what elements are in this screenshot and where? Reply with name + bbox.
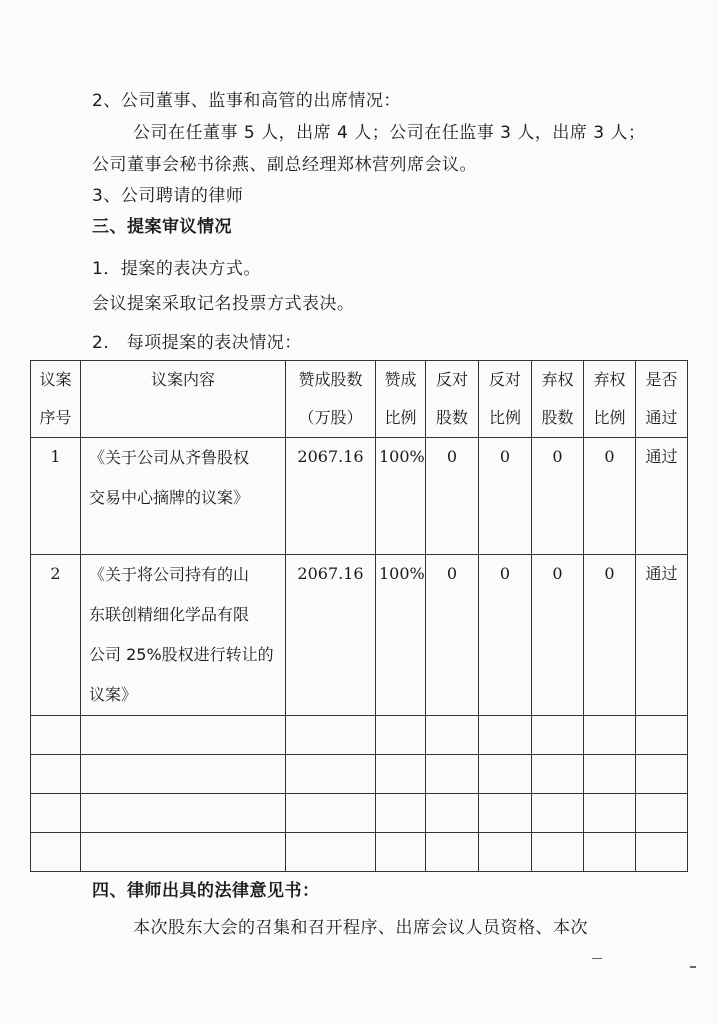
proposal-content: 《关于将公司持有的山 东联创精细化学品有限 公司 25%股权进行转让的 议案》 (81, 555, 286, 716)
attendance-directors-line: 公司在任董事 5 人，出席 4 人；公司在任监事 3 人，出席 3 人； (133, 123, 646, 143)
header-cell-content: 议案内容 (81, 361, 286, 438)
proposal-no: 2 (31, 555, 81, 716)
header-cell-for-shares: 赞成股数 （万股） (286, 361, 376, 438)
proposal-content: 《关于公司从齐鲁股权 交易中心摘牌的议案》 (81, 438, 286, 555)
proposal-no: 1 (31, 438, 81, 555)
section4-text: 本次股东大会的召集和召开程序、出席会议人员资格、本次 (133, 918, 588, 938)
header-cell-passed: 是否 通过 (636, 361, 688, 438)
header-cell-abstain-ratio: 弃权 比例 (584, 361, 636, 438)
section4-heading: 四、律师出具的法律意见书： (92, 881, 320, 901)
against-ratio: 0 (479, 438, 532, 555)
against-shares: 0 (426, 555, 479, 716)
voting-method-heading: 1．提案的表决方式。 (92, 259, 261, 279)
against-ratio: 0 (479, 555, 532, 716)
passed-status: 通过 (636, 438, 688, 555)
voting-results-table (30, 360, 688, 872)
attendance-secretary-line: 公司董事会秘书徐燕、副总经理郑林营列席会议。 (92, 155, 477, 175)
scan-speck (690, 966, 696, 968)
for-shares: 2067.16 (286, 438, 376, 555)
abstain-shares: 0 (532, 438, 584, 555)
table-row (31, 438, 688, 555)
table-row (31, 555, 688, 716)
header-cell-for-ratio: 赞成 比例 (376, 361, 426, 438)
empty-table-row (31, 716, 688, 755)
voting-method-text: 会议提案采取记名投票方式表决。 (92, 294, 355, 314)
against-shares: 0 (426, 438, 479, 555)
for-ratio: 100% (376, 555, 426, 716)
abstain-ratio: 0 (584, 555, 636, 716)
for-ratio: 100% (376, 438, 426, 555)
scan-speck (592, 958, 602, 959)
table-header-row (31, 361, 688, 438)
attendance-heading: 2、公司董事、监事和高管的出席情况： (92, 91, 401, 111)
voting-results-heading: 2. 每项提案的表决情况： (92, 333, 302, 353)
header-cell-abstain-shares: 弃权 股数 (532, 361, 584, 438)
section3-heading: 三、提案审议情况 (92, 217, 232, 237)
header-cell-against-ratio: 反对 比例 (479, 361, 532, 438)
abstain-ratio: 0 (584, 438, 636, 555)
empty-table-row (31, 755, 688, 794)
passed-status: 通过 (636, 555, 688, 716)
for-shares: 2067.16 (286, 555, 376, 716)
empty-table-row (31, 794, 688, 833)
header-cell-no: 议案 序号 (31, 361, 81, 438)
header-cell-against-shares: 反对 股数 (426, 361, 479, 438)
lawyer-heading: 3、公司聘请的律师 (92, 186, 244, 206)
abstain-shares: 0 (532, 555, 584, 716)
empty-table-row (31, 833, 688, 872)
